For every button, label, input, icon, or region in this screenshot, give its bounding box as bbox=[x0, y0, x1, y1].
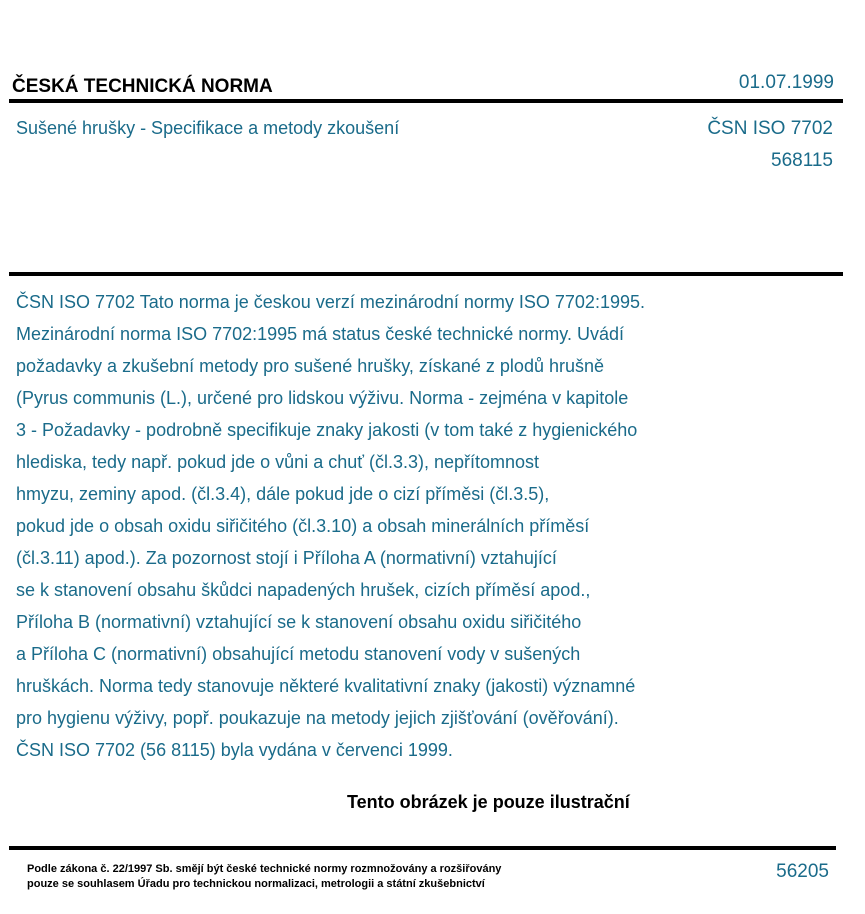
description-line: se k stanovení obsahu škůdci napadených hrušek, cizích příměsí apod., bbox=[16, 580, 591, 600]
illustration-note: Tento obrázek je pouze ilustrační bbox=[347, 792, 630, 812]
description-line: hruškách. Norma tedy stanovuje některé kvalitativní znaky (jakosti) významné bbox=[16, 676, 636, 696]
document-title: ČESKÁ TECHNICKÁ NORMA bbox=[12, 76, 273, 97]
description-line: požadavky a zkušební metody pro sušené hrušky, získané z plodů hrušně bbox=[16, 356, 604, 376]
standard-designation: ČSN ISO 7702 bbox=[707, 118, 833, 139]
description-line: ČSN ISO 7702 (56 8115) byla vydána v červenci 1999. bbox=[16, 740, 453, 760]
description-line: a Příloha C (normativní) obsahující metodu stanovení vody v sušených bbox=[16, 644, 581, 664]
content-divider bbox=[9, 272, 843, 276]
header-divider bbox=[9, 99, 843, 103]
description-line: 3 - Požadavky - podrobně specifikuje znaky jakosti (v tom také z hygienického bbox=[16, 420, 638, 440]
description-line: Mezinárodní norma ISO 7702:1995 má status české technické normy. Uvádí bbox=[16, 324, 624, 344]
description-line: (Pyrus communis (L.), určené pro lidskou výživu. Norma - zejména v kapitole bbox=[16, 388, 629, 408]
footer-divider bbox=[9, 846, 836, 850]
description-line: hlediska, tedy např. pokud jde o vůni a chuť (čl.3.3), nepřítomnost bbox=[16, 452, 540, 472]
footer-code: 56205 bbox=[776, 861, 829, 882]
legal-notice-line: pouze se souhlasem Úřadu pro technickou normalizaci, metrologii a státní zkušebnictví bbox=[27, 878, 485, 890]
description-line: (čl.3.11) apod.). Za pozornost stojí i Příloha A (normativní) vztahující bbox=[16, 548, 557, 568]
legal-notice-line: Podle zákona č. 22/1997 Sb. smějí být české technické normy rozmnožovány a rozšiřovány bbox=[27, 863, 502, 875]
description-line: pro hygienu výživy, popř. poukazuje na metody jejich zjišťování (ověřování). bbox=[16, 708, 619, 728]
legal-notice bbox=[27, 862, 501, 892]
description-line: Příloha B (normativní) vztahující se k stanovení obsahu oxidu siřičitého bbox=[16, 612, 582, 632]
issue-date: 01.07.1999 bbox=[738, 72, 834, 93]
class-number: 568115 bbox=[771, 150, 833, 171]
standard-subject: Sušené hrušky - Specifikace a metody zkoušení bbox=[16, 118, 400, 138]
description-line: ČSN ISO 7702 Tato norma je českou verzí mezinárodní normy ISO 7702:1995. bbox=[16, 292, 645, 312]
description-line: pokud jde o obsah oxidu siřičitého (čl.3.10) a obsah minerálních příměsí bbox=[16, 516, 590, 536]
description-text bbox=[16, 286, 846, 766]
description-line: hmyzu, zeminy apod. (čl.3.4), dále pokud jde o cizí příměsi (čl.3.5), bbox=[16, 484, 550, 504]
